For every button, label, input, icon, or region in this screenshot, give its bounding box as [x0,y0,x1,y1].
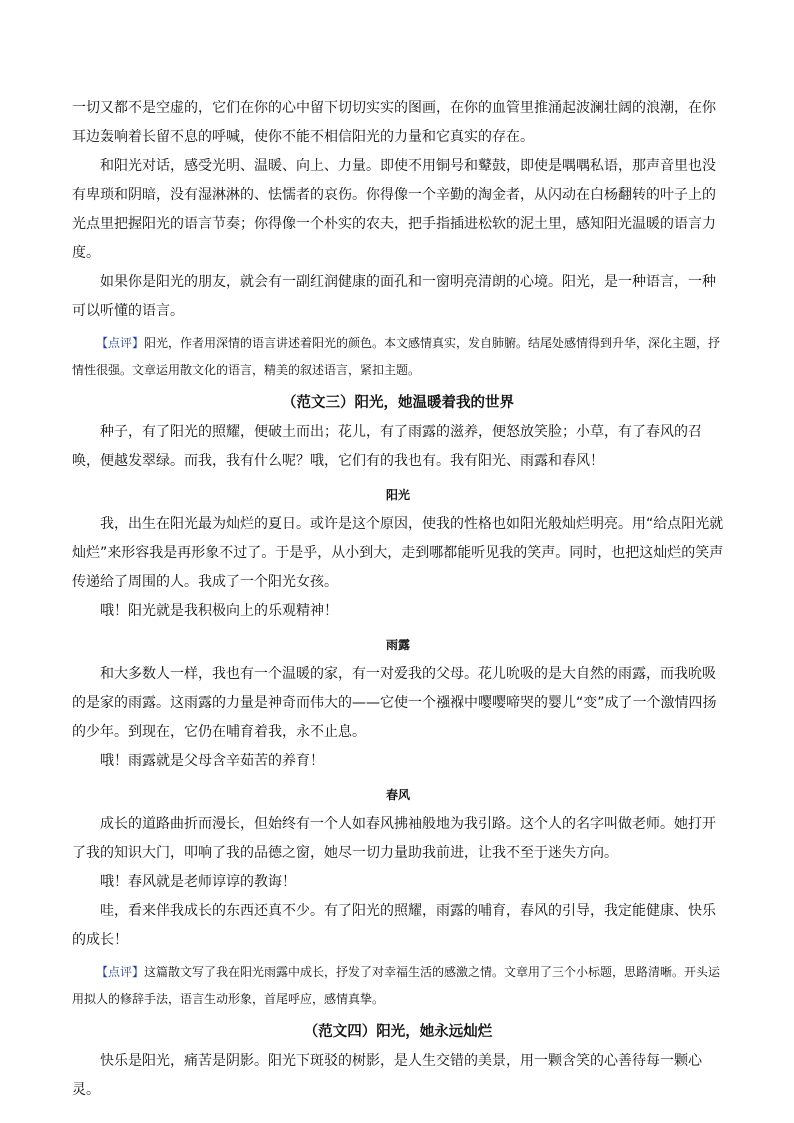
essay3-closing: 哇，看来伴我成长的东西还真不少。有了阳光的照耀，雨露的哺育，春风的引导，我定能健康、快乐的成长！ [72,903,716,948]
subheading-spring-breeze: 春风 [385,788,410,802]
spring-breeze-exclamation: 哦！春风就是老师谆谆的教诲！ [100,874,296,890]
comment-tag: 【点评】 [96,336,145,350]
sunlight-exclamation: 哦！阳光就是我积极向上的乐观精神！ [100,603,338,619]
rain-dew-paragraph: 和大多数人一样，我也有一个温暖的家，有一对爱我的父母。花儿吮吸的是大自然的雨露，而我吮吸的是家的雨露。这雨露的力量是神奇而伟大的——它使一个襁褓中嘤嘤啼哭的婴儿“变”成了一个激情四扬的少年。到现在，它仍在哺育着我，永不止息。 [72,666,717,740]
comment-tag: 【点评】 [96,965,145,979]
comment-block-2 [72,959,724,1013]
essay3-title: （范文三）阳光，她温暖着我的世界 [282,395,514,411]
sunlight-paragraph: 我，出生在阳光最为灿烂的夏日。或许是这个原因，使我的性格也如阳光般灿烂明亮。用“给点阳光就灿烂”来形容我是再形象不过了。于是乎，从小到大，走到哪都能听见我的笑声。同时，也把这灿烂的笑声传递给了周围的人。我成了一个阳光女孩。 [72,516,724,590]
document-page [72,94,724,1105]
essay4-title: （范文四）阳光，她永远灿烂 [303,1024,493,1040]
comment-text: 阳光，作者用深情的语言讲述着阳光的颜色。本文感情真实，发自肺腑。结尾处感情得到升华，深化主题，抒情性很强。文章运用散文化的语言，精美的叙述语言，紧扣主题。 [72,336,721,377]
comment-text: 这篇散文写了我在阳光雨露中成长，抒发了对幸福生活的感激之情。文章用了三个小标题，思路清晰。开头运用拟人的修辞手法，语言生动形象，首尾呼应，感情真挚。 [72,965,721,1006]
essay3-intro: 种子，有了阳光的照耀，便破土而出；花儿，有了雨露的滋养，便怒放笑脸；小草，有了春风的召唤，便越发翠绿。而我，我有什么呢？哦，它们有的我也有。我有阳光、雨露和春风！ [72,424,702,469]
subheading-sunlight: 阳光 [385,488,410,502]
paragraph-continuation: 一切又都不是空虚的，它们在你的心中留下切切实实的图画，在你的血管里推涌起波澜壮阔的浪潮，在你耳边轰响着长留不息的呼喊，使你不能不相信阳光的力量和它真实的存在。 [72,100,716,145]
paragraph-dialogue-with-sunlight: 和阳光对话，感受光明、温暖、向上、力量。即使不用铜号和鼙鼓，即使是喁喁私语，那声音里也没有卑琐和阴暗，没有湿淋淋的、怯懦者的哀伤。你得像一个辛勤的淘金者，从闪动在白杨翻转的叶子上的光点里把握阳光的语言节奏；你得像一个朴实的农夫，把手指插进松软的泥土里，感知阳光温暖的语言力度。 [72,158,716,261]
paragraph-friend-of-sunlight: 如果你是阳光的朋友，就会有一副红润健康的面孔和一窗明亮清朗的心境。阳光，是一种语言，一种可以听懂的语言。 [72,274,716,319]
essay4-paragraph: 快乐是阳光，痛苦是阴影。阳光下斑驳的树影，是人生交错的美景，用一颗含笑的心善待每一颗心灵。 [72,1053,702,1098]
rain-dew-exclamation: 哦！雨露就是父母含辛茹苦的养育！ [100,753,324,769]
spring-breeze-paragraph: 成长的道路曲折而漫长，但始终有一个人如春风拂袖般地为我引路。这个人的名字叫做老师。她打开了我的知识大门，叩响了我的品德之窗，她尽一切力量助我前进，让我不至于迷失方向。 [72,816,716,861]
comment-block-1 [72,330,724,384]
subheading-rain-dew: 雨露 [385,638,410,652]
